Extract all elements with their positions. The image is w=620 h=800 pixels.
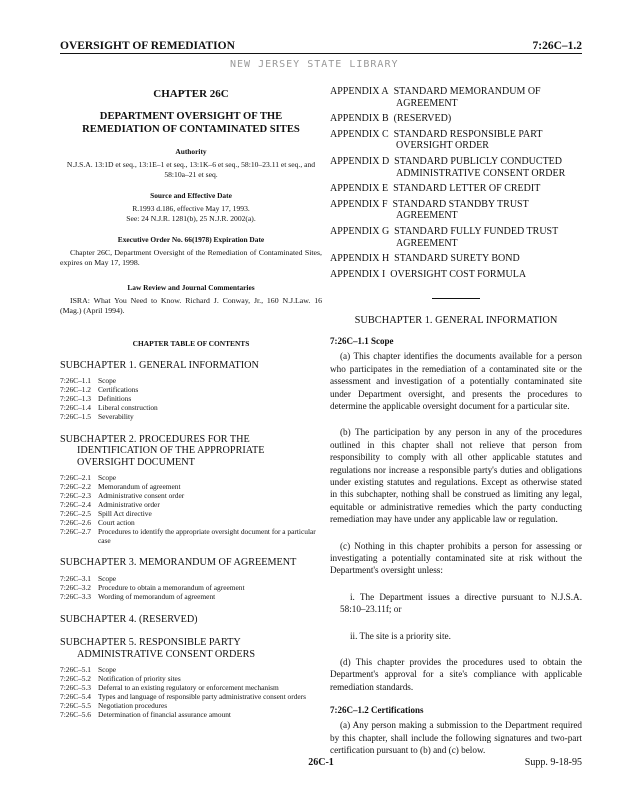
appendix-entry[interactable]: [330, 253, 582, 265]
right-column: [330, 86, 582, 756]
appendix-title-cont: AGREEMENT: [396, 97, 458, 109]
toc-entry-title: Liberal construction: [98, 402, 158, 412]
toc-entry[interactable]: [60, 593, 322, 602]
toc-subchapter-heading: [60, 557, 322, 569]
library-stamp: NEW JERSEY STATE LIBRARY: [230, 59, 399, 70]
appendix-title: STANDARD STANDBY TRUST: [392, 198, 529, 210]
toc-subchapter-title: SUBCHAPTER 2. PROCEDURES FOR THE: [60, 433, 250, 445]
toc-subchapter-title: SUBCHAPTER 1. GENERAL INFORMATION: [60, 359, 259, 371]
toc-entry-number: 7:26C–2.7: [60, 526, 92, 536]
appendix-label: APPENDIX C: [330, 128, 389, 140]
appendix-entry[interactable]: [330, 226, 582, 249]
appendix-label: APPENDIX I: [330, 268, 386, 280]
toc-entry[interactable]: [60, 711, 322, 720]
toc-entry-title: Memorandum of agreement: [98, 482, 181, 492]
appendix-title-cont: OVERSIGHT ORDER: [396, 140, 489, 152]
section-heading: 7:26C–1.2 Certifications: [330, 705, 424, 716]
source-line: See: 24 N.J.R. 1281(b), 25 N.J.R. 2002(a).: [126, 214, 256, 223]
appendix-list: [330, 86, 582, 280]
paragraph: (a) Any person making a submission to the Department required by this chapter, shall include the following signatures and two-part certification pursuant to (b) and (c) below.: [330, 720, 582, 756]
toc-entry-number: 7:26C–5.2: [60, 674, 92, 684]
subchapter-heading: SUBCHAPTER 1. GENERAL INFORMATION: [354, 315, 558, 327]
appendix-title: STANDARD FULLY FUNDED TRUST: [394, 225, 559, 237]
source-heading: Source and Effective Date: [150, 191, 232, 200]
toc-entry-title: Scope: [98, 376, 117, 386]
toc-entry-number: 7:26C–3.2: [60, 582, 92, 592]
paragraph: (c) Nothing in this chapter prohibits a person for assessing or investigating a potentially contaminated site at risk without the Department's oversight unless:: [330, 540, 582, 576]
toc-entry-number: 7:26C–2.1: [60, 473, 92, 483]
header-section-number: 7:26C–1.2: [532, 40, 582, 52]
toc-entry-number: 7:26C–5.4: [60, 691, 92, 701]
chapter-title: DEPARTMENT OVERSIGHT OF THE REMEDIATION OF CONTAMINATED SITES: [82, 111, 300, 135]
toc-subchapter-heading: [60, 360, 322, 372]
toc-entry-title: Administrative order: [98, 499, 160, 509]
toc-entry-number: 7:26C–2.5: [60, 508, 92, 518]
toc-entry-title: Procedures to identify the appropriate oversight document for a particular case: [98, 526, 316, 545]
toc-entry-number: 7:26C–2.2: [60, 482, 92, 492]
subparagraph: i. The Department issues a directive pursuant to N.J.S.A. 58:10–23.11f; or: [340, 591, 582, 615]
executive-order-text: Chapter 26C, Department Oversight of the Remediation of Contaminated Sites, expires on May 17, 1998.: [60, 248, 322, 268]
toc-entry-number: 7:26C–3.1: [60, 573, 92, 583]
toc-section-list: [60, 474, 322, 545]
running-header: [60, 36, 582, 52]
toc-entry-title: Scope: [98, 573, 117, 583]
toc-entry-number: 7:26C–2.6: [60, 517, 92, 527]
table-of-contents: [60, 360, 322, 720]
toc-entry-title: Court action: [98, 517, 135, 527]
appendix-label: APPENDIX D: [330, 155, 390, 167]
appendix-entry[interactable]: [330, 269, 582, 281]
toc-entry-number: 7:26C–5.1: [60, 665, 92, 675]
authority-text: N.J.S.A. 13:1D et seq., 13:1E–1 et seq., 13:1K–6 et seq., 58:10–23.11 et seq., and 58:10a–21 et seq.: [66, 160, 316, 179]
appendix-title: OVERSIGHT COST FORMULA: [390, 268, 527, 280]
appendix-entry[interactable]: [330, 129, 582, 152]
appendix-title: STANDARD SURETY BOND: [394, 253, 520, 265]
toc-section-list: [60, 575, 322, 602]
toc-entry-title: Severability: [98, 411, 134, 421]
appendix-label: APPENDIX H: [330, 253, 390, 265]
left-column: [60, 78, 322, 720]
toc-entry[interactable]: [60, 413, 322, 422]
toc-entry-title: Scope: [98, 665, 117, 675]
chapter-number: CHAPTER 26C: [153, 88, 229, 100]
appendix-label: APPENDIX A: [330, 86, 389, 97]
toc-entry-title: Wording of memorandum of agreement: [98, 591, 216, 601]
page-number: 26C-1: [308, 757, 334, 768]
appendix-label: APPENDIX G: [330, 225, 390, 237]
appendix-label: APPENDIX F: [330, 198, 388, 210]
appendix-title: STANDARD MEMORANDUM OF: [393, 86, 541, 97]
toc-subchapter-heading: [60, 614, 322, 626]
toc-subchapter-heading: [60, 434, 322, 469]
toc-entry[interactable]: [60, 528, 322, 546]
toc-section-list: [60, 377, 322, 422]
supplement-date: Supp. 9-18-95: [524, 757, 582, 768]
toc-subchapter-title-cont: ADMINISTRATIVE CONSENT ORDERS: [77, 648, 256, 660]
appendix-label: APPENDIX B: [330, 113, 389, 125]
toc-entry-title: Determination of financial assurance amount: [98, 709, 231, 719]
toc-entry-title: Certifications: [98, 385, 139, 395]
toc-subchapter-title-cont: IDENTIFICATION OF THE APPROPRIATE OVERSIGHT DOCUMENT: [77, 445, 265, 468]
authority-heading: Authority: [175, 147, 207, 156]
toc-section-list: [60, 666, 322, 719]
paragraph: (d) This chapter provides the procedures used to obtain the Department's approval for a site's compliance with applicable remediation standards.: [330, 657, 582, 692]
toc-heading: CHAPTER TABLE OF CONTENTS: [132, 338, 250, 348]
toc-entry-number: 7:26C–5.6: [60, 709, 92, 719]
toc-entry-number: 7:26C–2.3: [60, 490, 92, 500]
toc-entry-number: 7:26C–5.3: [60, 682, 92, 692]
appendix-entry[interactable]: [330, 113, 582, 125]
appendix-title: (RESERVED): [393, 113, 452, 125]
toc-entry-number: 7:26C–2.4: [60, 499, 92, 509]
toc-entry-title: Notification of priority sites: [98, 674, 181, 684]
source-line: R.1993 d.186, effective May 17, 1993.: [132, 204, 250, 213]
toc-entry-number: 7:26C–1.5: [60, 411, 92, 421]
toc-entry-title: Procedure to obtain a memorandum of agreement: [98, 582, 245, 592]
toc-entry-title: Scope: [98, 473, 117, 483]
appendix-label: APPENDIX E: [330, 183, 389, 195]
toc-entry-number: 7:26C–1.4: [60, 402, 92, 412]
law-review-heading: Law Review and Journal Commentaries: [127, 282, 255, 292]
toc-entry-title: Deferral to an existing regulatory or enforcement mechanism: [98, 682, 279, 692]
appendix-title: STANDARD PUBLICLY CONDUCTED: [394, 155, 563, 167]
toc-entry-title: Types and language of responsible party administrative consent orders: [98, 691, 307, 701]
toc-entry-title: Negotiation procedures: [98, 700, 168, 710]
section-divider: [432, 298, 480, 299]
toc-entry-title: Administrative consent order: [98, 490, 185, 500]
appendix-title-cont: AGREEMENT: [396, 210, 458, 222]
appendix-title: STANDARD RESPONSIBLE PART: [393, 128, 543, 140]
appendix-title-cont: ADMINISTRATIVE CONSENT ORDER: [396, 167, 566, 179]
toc-entry-number: 7:26C–1.1: [60, 376, 92, 386]
toc-entry-title: Spill Act directive: [98, 508, 152, 518]
paragraph: (b) The participation by any person in any of the procedures outlined in this chapter shall not relieve that person from responsibility to comply with all other applicable statutes and regulations nor increase a responsible party's duties and obligations under existing statutes and regulations. Except as otherwise stated in this subchapter, nothing shall be construed as limiting any legal, equitable or administrative remedies which the party conducting remediation may have under any applicable law or regulation.: [330, 427, 582, 525]
toc-subchapter-title: SUBCHAPTER 4. (RESERVED): [60, 613, 198, 625]
section-heading: 7:26C–1.1 Scope: [330, 336, 394, 347]
toc-entry-number: 7:26C–3.3: [60, 591, 92, 601]
paragraph: (a) This chapter identifies the documents available for a person who participates in the remediation of a contaminated site or the assessment and investigation of a potentially contaminated site under Department oversight, and presents the procedures to determine the applicable oversight document for a particular site.: [330, 351, 582, 411]
appendix-entry[interactable]: [330, 86, 582, 109]
header-title: OVERSIGHT OF REMEDIATION: [60, 40, 235, 52]
appendix-entry[interactable]: [330, 156, 582, 179]
toc-entry-number: 7:26C–1.2: [60, 385, 92, 395]
subparagraph: ii. The site is a priority site.: [350, 630, 451, 641]
appendix-title: STANDARD LETTER OF CREDIT: [393, 183, 541, 195]
toc-subchapter-title: SUBCHAPTER 5. RESPONSIBLE PARTY: [60, 637, 241, 649]
header-rule: [60, 53, 582, 54]
toc-entry-number: 7:26C–5.5: [60, 700, 92, 710]
appendix-entry[interactable]: [330, 199, 582, 222]
appendix-entry[interactable]: [330, 183, 582, 195]
toc-entry-title: Definitions: [98, 393, 132, 403]
law-review-text: ISRA: What You Need to Know. Richard J. Conway, Jr., 160 N.J.Law. 16 (Mag.) (April 1994).: [60, 295, 322, 316]
toc-subchapter-title: SUBCHAPTER 3. MEMORANDUM OF AGREEMENT: [60, 557, 297, 569]
toc-subchapter-heading: [60, 637, 322, 660]
toc-entry-number: 7:26C–1.3: [60, 393, 92, 403]
executive-order-heading: Executive Order No. 66(1978) Expiration Date: [117, 235, 265, 244]
appendix-title-cont: AGREEMENT: [396, 237, 458, 249]
